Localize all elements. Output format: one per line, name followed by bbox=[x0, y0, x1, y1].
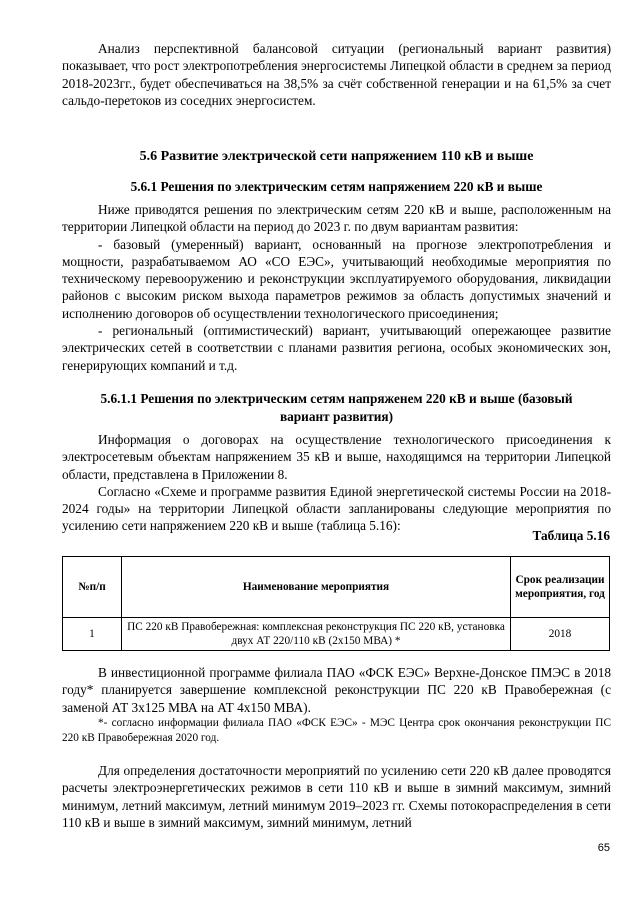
subsubsection-title: 5.6.1.1 Решения по электрическим сетям напряженем 220 кВ и выше (базовый вариант развития) bbox=[100, 391, 573, 424]
page-number: 65 bbox=[597, 842, 610, 854]
subsection-paragraph-2: - базовый (умеренный) вариант, основанный на прогнозе электропотребления и мощности, разрабатываемом АО «СО ЕЭС», учитывающий необходимые мероприятия по техническому перевооружению и реконструкции эксплуатируемого оборудования, ликвидации районов с высоким риском выхода параметров режимов за область допустимых значений и исполнению договоров об осуществлении технологического присоединения; bbox=[62, 236, 611, 321]
measures-table bbox=[62, 556, 610, 651]
header-measure-name: Наименование мероприятия bbox=[122, 557, 511, 618]
final-block bbox=[62, 762, 611, 831]
cell-measure-name: ПС 220 кВ Правобережная: комплексная реконструкция ПС 220 кВ, установка двух АТ 220/110 кВ (2х150 МВА) * bbox=[122, 618, 511, 651]
table-caption: Таблица 5.16 bbox=[532, 528, 610, 543]
subsection-title: 5.6.1 Решения по электрическим сетям напряжением 220 кВ и выше bbox=[130, 179, 543, 194]
header-number: №п/п bbox=[63, 557, 122, 618]
header-deadline: Срок реализации мероприятия, год bbox=[511, 557, 610, 618]
footnote-text: *- согласно информации филиала ПАО «ФСК ЕЭС» - МЭС Центра срок окончания реконструкции ПС 220 кВ Правобережная 2020 год. bbox=[62, 717, 611, 744]
subsubsection-paragraph-2: Согласно «Схеме и программе развития Единой энергетической системы России на 2018-2024 годы» на территории Липецкой области запланированы следующие мероприятия по усилению сети напряжением 220 кВ и выше (таблица 5.16): bbox=[62, 483, 611, 534]
subsection-paragraph-3: - региональный (оптимистический) вариант, учитывающий опережающее развитие электрических сетей в соответствии с планами развития региона, особых экономических зон, генерирующих компаний и т.д. bbox=[62, 323, 611, 373]
after-table-block bbox=[62, 664, 611, 716]
subsection-paragraph-1: Ниже приводятся решения по электрическим сетям 220 кВ и выше, расположенным на территории Липецкой области на период до 2023 г. по двум вариантам развития: bbox=[62, 202, 611, 235]
subsubsection-paragraph-1: Информация о договорах на осуществление технологического присоединения к электросетевым объектам напряжением 35 кВ и выше, находящимся на территории Липецкой области, представлена в Приложении 8. bbox=[62, 432, 611, 482]
subsubsection-body bbox=[62, 431, 611, 535]
final-paragraph: Для определения достаточности мероприятий по усилению сети 220 кВ далее проводятся расчеты электроэнергетических режимов в сети 110 кВ и выше в зимний максимум, зимний минимум, летний максимум, летний минимум 2019–2023 гг. Схемы потокораспределения в сети 110 кВ и выше в зимний максимум, зимний минимум, летний bbox=[62, 763, 611, 830]
intro-block bbox=[62, 40, 611, 109]
subsection-body bbox=[62, 201, 611, 374]
intro-paragraph: Анализ перспективной балансовой ситуации (региональный вариант развития) показывает, что рост электропотребления энергосистемы Липецкой области в среднем за период 2018-2023гг., будет обеспечиваться на 38,5% за счёт собственной генерации и на 61,5% за счет сальдо-перетоков из соседних энергосистем. bbox=[62, 41, 611, 108]
table-header-row bbox=[63, 557, 610, 618]
section-title: 5.6 Развитие электрической сети напряжением 110 кВ и выше bbox=[139, 149, 534, 164]
investment-paragraph: В инвестиционной программе филиала ПАО «ФСК ЕЭС» Верхне-Донское ПМЭС в 2018 году* планируется завершение комплексной реконструкции ПС 220 кВ Правобережная (с заменой АТ 3х125 МВА на АТ 4х150 МВА). bbox=[62, 665, 611, 715]
table-row bbox=[63, 618, 610, 651]
footnote bbox=[62, 716, 611, 746]
cell-deadline: 2018 bbox=[511, 618, 610, 651]
cell-number: 1 bbox=[63, 618, 122, 651]
